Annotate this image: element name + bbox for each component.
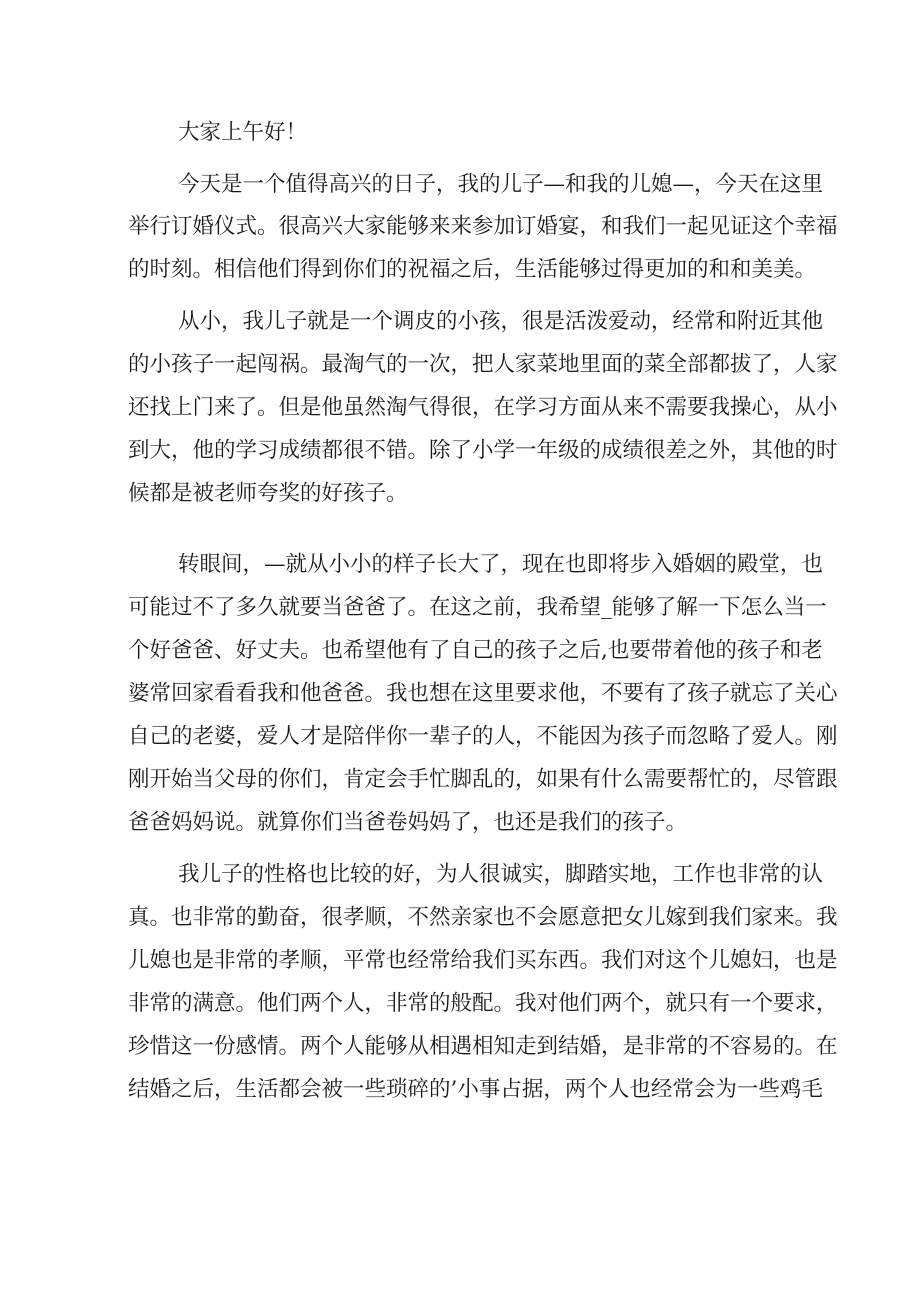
paragraph-1-line-2: 举行订婚仪式。很高兴大家能够来来参加订婚宴，和我们一起见证这个幸福: [128, 214, 838, 239]
paragraph-4-line-3: 儿媳也是非常的孝顺，平常也经常给我们买东西。我们对这个儿媳妇，也是: [128, 948, 838, 973]
paragraph-1-line-1: 今天是一个值得高兴的日子，我的儿子—和我的儿媳—，今天在这里: [178, 172, 824, 197]
paragraph-3-line-1: 转眼间，—就从小小的样子长大了，现在也即将步入婚姻的殿堂，也: [178, 552, 824, 577]
paragraph-4-line-5: 珍惜这一份感情。两个人能够从相遇相知走到结婚，是非常的不容易的。在: [128, 1034, 838, 1059]
paragraph-2-line-4: 到大，他的学习成绩都很不错。除了小学一年级的成绩很差之外，其他的时: [128, 438, 838, 463]
paragraph-4-line-4: 非常的满意。他们两个人，非常的般配。我对他们两个，就只有一个要求，: [128, 991, 838, 1016]
paragraph-3-line-2: 可能过不了多久就要当爸爸了。在这之前，我希望_能够了解一下怎么当一: [128, 595, 827, 620]
paragraph-2-line-5: 候都是被老师夸奖的好孩子。: [128, 481, 408, 506]
paragraph-3-line-7: 爸爸妈妈说。就算你们当爸卷妈妈了，也还是我们的孩子。: [128, 810, 688, 835]
paragraph-4-line-1: 我儿子的性格也比较的好，为人很诚实，脚踏实地，工作也非常的认: [178, 862, 824, 887]
paragraph-1-line-3: 的时刻。相信他们得到你们的祝福之后，生活能够过得更加的和和美美。: [128, 257, 817, 282]
paragraph-3-line-5: 自己的老婆，爱人才是陪伴你一辈子的人，不能因为孩子而忽略了爱人。刚: [128, 724, 838, 749]
paragraph-2-line-2: 的小孩子一起闯祸。最淘气的一次，把人家菜地里面的菜全部都拔了，人家: [128, 352, 838, 377]
paragraph-3-line-4: 婆常回家看看我和他爸爸。我也想在这里要求他，不要有了孩子就忘了关心: [128, 681, 838, 706]
greeting-line: 大家上午好！: [178, 120, 308, 145]
paragraph-4-line-6: 结婚之后，生活都会被一些琐碎的’小事占据，两个人也经常会为一些鸡毛: [128, 1077, 823, 1102]
paragraph-3-line-6: 刚开始当父母的你们，肯定会手忙脚乱的，如果有什么需要帮忙的，尽管跟: [128, 767, 838, 792]
paragraph-3-line-3: 个好爸爸、好丈夫。也希望他有了自己的孩子之后,也要带着他的孩子和老: [128, 638, 823, 663]
paragraph-2-line-3: 还找上门来了。但是他虽然淘气得很，在学习方面从来不需要我操心，从小: [128, 395, 838, 420]
paragraph-2-line-1: 从小，我儿子就是一个调皮的小孩，很是活泼爱动，经常和附近其他: [178, 309, 824, 334]
paragraph-4-line-2: 真。也非常的勤奋，很孝顺，不然亲家也不会愿意把女儿嫁到我们家来。我: [128, 905, 838, 930]
